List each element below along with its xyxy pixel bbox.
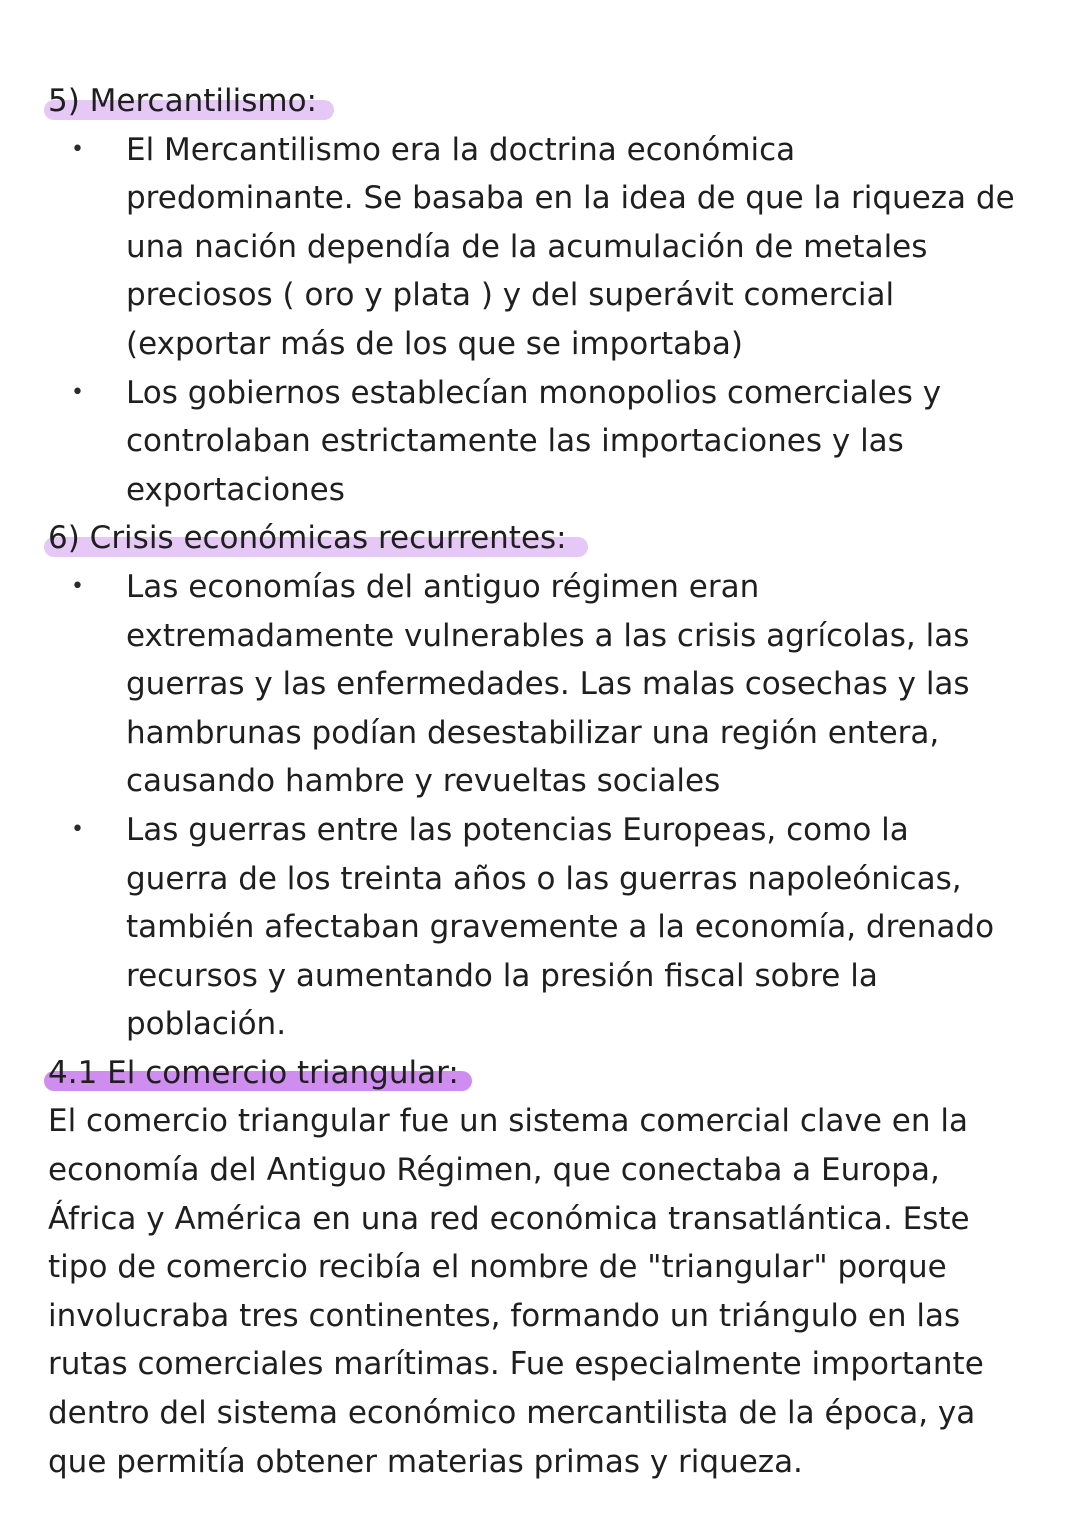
list-item-text: Los gobiernos establecían monopolios comerciales y controlaban estrictamente las importaciones y las exportaciones [126,374,942,508]
bullet-list [0,126,1080,515]
list-item [0,369,1080,515]
list-item-text: Las guerras entre las potencias Europeas, como la guerra de los treinta años o las guerras napoleónicas, también afectaban gravemente a la economía, drenado recursos y aumentando la presión fiscal sobre la población. [126,811,995,1043]
heading-text: 4.1 El comercio triangular: [48,1054,459,1091]
section-heading [48,514,1080,563]
list-item-text: El Mercantilismo era la doctrina económica predominante. Se basaba en la idea de que la riqueza de una nación dependía de la acumulación de metales preciosos ( oro y plata ) y del superávit comercial (exportar más de los que se importaba) [126,131,1015,362]
bullet-icon: • [71,816,84,842]
section-mercantilismo [0,77,1080,514]
list-item-text: Las economías del antiguo régimen eran extremadamente vulnerables a las crisis agrícolas, las guerras y las enfermedades. Las malas cosechas y las hambrunas podían desestabilizar una región entera, causando hambre y revueltas sociales [126,568,970,800]
section-heading [48,1049,1080,1098]
bullet-list [0,563,1080,1049]
heading-text: 6) Crisis económicas recurrentes: [48,520,567,557]
bullet-icon: • [71,379,84,405]
body-paragraph: El comercio triangular fue un sistema comercial clave en la economía del Antiguo Régimen, que conectaba a Europa, África y América en una red económica transatlántica. Este tipo de comercio recibía el nombre de "triangular" porque involucraba tres continentes, formando un triángulo en las rutas comerciales marítimas. Fue especialmente importante dentro del sistema económico mercantilista de la época, ya que permitía obtener materias primas y riqueza. [48,1103,984,1480]
heading-text: 5) Mercantilismo: [48,83,317,119]
bullet-icon: • [71,136,84,162]
section-comercio-triangular [0,1049,1080,1486]
list-item [0,563,1080,806]
document-page [0,77,1080,1486]
section-crisis-economicas [0,514,1080,1049]
list-item [0,126,1080,369]
section-heading [48,77,1080,126]
list-item [0,806,1080,1049]
bullet-icon: • [71,573,84,599]
